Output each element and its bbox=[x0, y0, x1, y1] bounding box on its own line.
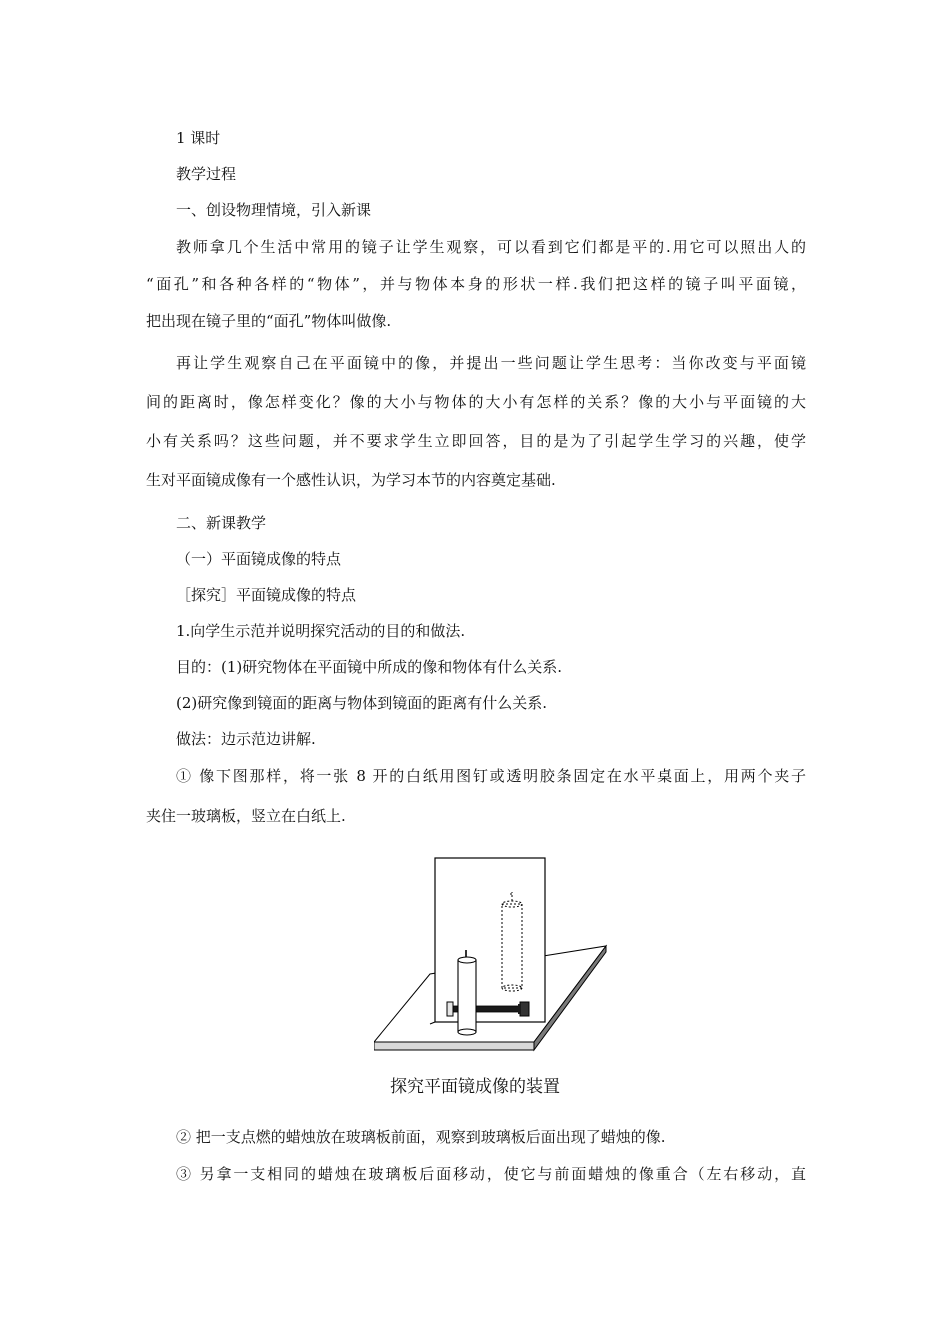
paragraph-2-line-4: 生对平面镜成像有一个感性认识，为学习本节的内容奠定基础. bbox=[146, 471, 556, 489]
left-clamp bbox=[447, 1002, 453, 1016]
paragraph-2-line-2: 间的距离时，像怎样变化？像的大小与物体的大小有怎样的关系？像的大小与平面镜的大 bbox=[146, 393, 806, 411]
inquiry-title: ［探究］平面镜成像的特点 bbox=[176, 586, 357, 604]
procedure-1-line-2: 夹住一玻璃板，竖立在白纸上. bbox=[146, 807, 346, 825]
paragraph-1-line-2: “面孔”和各种各样的“物体”，并与物体本身的形状一样.我们把这样的镜子叫平面镜， bbox=[146, 275, 806, 293]
purpose-2: (2)研究像到镜面的距离与物体到镜面的距离有什么关系. bbox=[176, 694, 548, 712]
subheading-mirror-features: （一）平面镜成像的特点 bbox=[176, 550, 342, 568]
paragraph-1-line-1: 教师拿几个生活中常用的镜子让学生观察，可以看到它们都是平的.用它可以照出人的 bbox=[176, 238, 806, 256]
procedure-3-line-1: ③ 另拿一支相同的蜡烛在玻璃板后面移动，使它与前面蜡烛的像重合（左右移动，直 bbox=[176, 1165, 806, 1183]
figure-caption: 探究平面镜成像的装置 bbox=[390, 1077, 560, 1097]
right-clamp bbox=[520, 1002, 529, 1016]
procedure-1-line-1: ① 像下图那样，将一张 8 开的白纸用图钉或透明胶条固定在水平桌面上，用两个夹子 bbox=[176, 767, 806, 785]
real-candle-top bbox=[458, 957, 476, 963]
paragraph-2-line-3: 小有关系吗？这些问题，并不要求学生立即回答，目的是为了引起学生学习的兴趣，使学 bbox=[146, 432, 806, 450]
step-1: 1.向学生示范并说明探究活动的目的和做法. bbox=[176, 622, 466, 640]
paragraph-2-line-1: 再让学生观察自己在平面镜中的像，并提出一些问题让学生思考：当你改变与平面镜 bbox=[176, 354, 806, 372]
paragraph-1-line-3: 把出现在镜子里的“面孔”物体叫做像. bbox=[146, 312, 392, 330]
section-teaching-process: 教学过程 bbox=[176, 165, 237, 183]
method: 做法：边示范边讲解. bbox=[176, 730, 316, 748]
mirror-apparatus-figure bbox=[374, 856, 610, 1056]
glass-plate bbox=[435, 858, 545, 1022]
lesson-hours: 1 课时 bbox=[176, 129, 221, 147]
heading-new-lesson: 二、新课教学 bbox=[176, 514, 267, 532]
real-candle-bottom bbox=[458, 1029, 476, 1035]
heading-intro: 一、创设物理情境，引入新课 bbox=[176, 201, 372, 219]
board-front-edge bbox=[374, 1042, 534, 1050]
right-clamp-inner bbox=[518, 1004, 521, 1014]
purpose-1: 目的：(1)研究物体在平面镜中所成的像和物体有什么关系. bbox=[176, 658, 563, 676]
real-candle bbox=[458, 960, 476, 1032]
procedure-2: ② 把一支点燃的蜡烛放在玻璃板前面，观察到玻璃板后面出现了蜡烛的像. bbox=[176, 1128, 666, 1146]
